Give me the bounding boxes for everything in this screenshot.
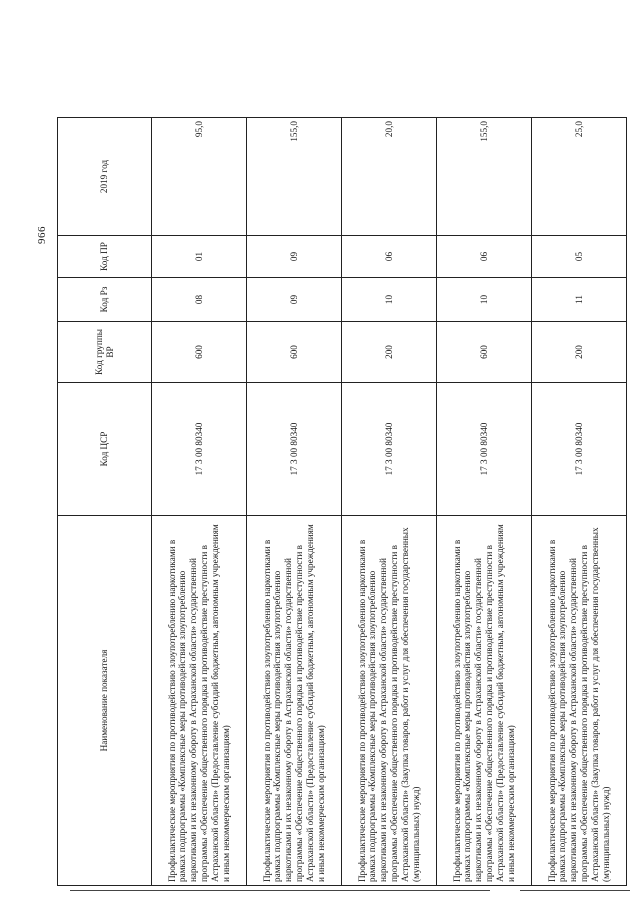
row-pr: 09 bbox=[247, 236, 342, 278]
header-csr: Код ЦСР bbox=[58, 383, 152, 516]
table-header-row bbox=[58, 118, 152, 886]
header-name: Наименование показателя bbox=[58, 516, 152, 886]
row-vr: 600 bbox=[152, 322, 247, 383]
row-amount: 155,0 bbox=[247, 118, 342, 236]
footer-rule bbox=[70, 890, 490, 891]
header-year: 2019 год bbox=[58, 118, 152, 236]
table-row bbox=[532, 118, 627, 886]
row-vr: 200 bbox=[342, 322, 437, 383]
header-vr: Код группы ВР bbox=[58, 322, 152, 383]
row-csr: 17 3 00 80340 bbox=[437, 383, 532, 516]
row-name: Профилактические мероприятия по противодействию злоупотреблению наркотиками в рамках подпрограммы «Комплексные меры противодействия злоупотреблению наркотиками и их незаконному обороту в Астраханской области» государственной программы «Обеспечение общественного порядка и противодействие преступности в Астраханской области» (Закупка товаров, работ и услуг для обеспечения государственных (муниципальных) нужд) bbox=[532, 516, 627, 886]
row-pr: 06 bbox=[437, 236, 532, 278]
row-csr: 17 3 00 80340 bbox=[152, 383, 247, 516]
row-name: Профилактические мероприятия по противодействию злоупотреблению наркотиками в рамках подпрограммы «Комплексные меры противодействия злоупотреблению наркотиками и их незаконному обороту в Астраханской области» государственной программы «Обеспечение общественного порядка и противодействие преступности в Астраханской области» (Предоставление субсидий бюджетным, автономным учреждениям и иным некоммерческим организациям) bbox=[152, 516, 247, 886]
row-amount: 20,0 bbox=[342, 118, 437, 236]
table-row bbox=[437, 118, 532, 886]
row-vr: 600 bbox=[437, 322, 532, 383]
row-rz: 09 bbox=[247, 278, 342, 322]
row-name: Профилактические мероприятия по противодействию злоупотреблению наркотиками в рамках подпрограммы «Комплексные меры противодействия злоупотреблению наркотиками и их незаконному обороту в Астраханской области» государственной программы «Обеспечение общественного порядка и противодействие преступности в Астраханской области» (Предоставление субсидий бюджетным, автономным учреждениям и иным некоммерческим организациям) bbox=[247, 516, 342, 886]
row-rz: 10 bbox=[437, 278, 532, 322]
table-row bbox=[247, 118, 342, 886]
row-csr: 17 3 00 80340 bbox=[532, 383, 627, 516]
row-vr: 200 bbox=[532, 322, 627, 383]
row-rz: 10 bbox=[342, 278, 437, 322]
row-amount: 95,0 bbox=[152, 118, 247, 236]
footer-rule-right bbox=[520, 890, 630, 891]
row-vr: 600 bbox=[247, 322, 342, 383]
header-rz: Код Рз bbox=[58, 278, 152, 322]
row-csr: 17 3 00 80340 bbox=[342, 383, 437, 516]
budget-table bbox=[57, 117, 627, 886]
table-row bbox=[152, 118, 247, 886]
row-csr: 17 3 00 80340 bbox=[247, 383, 342, 516]
row-name: Профилактические мероприятия по противодействию злоупотреблению наркотиками в рамках подпрограммы «Комплексные меры противодействия злоупотреблению наркотиками и их незаконному обороту в Астраханской области» государственной программы «Обеспечение общественного порядка и противодействие преступности в Астраханской области» (Предоставление субсидий бюджетным, автономным учреждениям и иным некоммерческим организациям) bbox=[437, 516, 532, 886]
row-name: Профилактические мероприятия по противодействию злоупотреблению наркотиками в рамках подпрограммы «Комплексные меры противодействия злоупотреблению наркотиками и их незаконному обороту в Астраханской области» государственной программы «Обеспечение общественного порядка и противодействие преступности в Астраханской области» (Закупка товаров, работ и услуг для обеспечения государственных (муниципальных) нужд) bbox=[342, 516, 437, 886]
table-row bbox=[342, 118, 437, 886]
header-pr: Код ПР bbox=[58, 236, 152, 278]
rotated-table-wrapper bbox=[57, 118, 627, 886]
row-amount: 25,0 bbox=[532, 118, 627, 236]
page-number: 966 bbox=[36, 226, 48, 244]
row-pr: 05 bbox=[532, 236, 627, 278]
row-pr: 06 bbox=[342, 236, 437, 278]
row-amount: 155,0 bbox=[437, 118, 532, 236]
row-rz: 08 bbox=[152, 278, 247, 322]
row-pr: 01 bbox=[152, 236, 247, 278]
row-rz: 11 bbox=[532, 278, 627, 322]
